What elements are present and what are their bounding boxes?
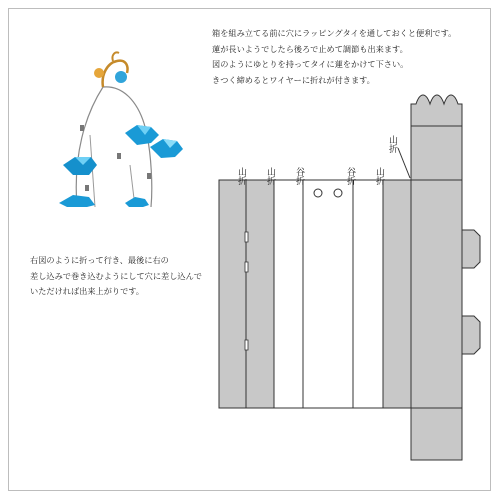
panel-5 bbox=[353, 180, 383, 408]
fold-label-text: 山折 bbox=[374, 167, 384, 185]
instruction-line: きつく締めるとワイヤーに折れが付きます。 bbox=[212, 74, 375, 85]
insert-tab-1 bbox=[462, 230, 480, 268]
fold-label-text: 山折 bbox=[265, 167, 275, 185]
panel-4 bbox=[303, 180, 353, 408]
panel-6 bbox=[383, 180, 411, 408]
panel-3 bbox=[274, 180, 303, 408]
fold-label-mountain-1 bbox=[236, 166, 247, 185]
panel-1 bbox=[219, 180, 246, 408]
fold-label-mountain-2 bbox=[265, 166, 276, 185]
fold-label-text: 谷折 bbox=[345, 167, 355, 185]
instruction-line: 差し込みで巻き込むようにして穴に差し込んで bbox=[30, 270, 202, 281]
fold-label-text: 山折 bbox=[387, 135, 397, 153]
instruction-line: 図のようにゆとりを持ってタイに蓮をかけて下さい。 bbox=[212, 59, 409, 69]
panel-2 bbox=[246, 180, 274, 408]
tie-hole bbox=[314, 189, 322, 197]
instruction-line: 箱を組み立てる前に穴にラッピングタイを通しておくと便利です。 bbox=[212, 28, 457, 38]
slot-mark bbox=[245, 340, 248, 350]
fold-label-valley-1 bbox=[294, 167, 305, 185]
fold-label-mountain-3 bbox=[374, 166, 385, 185]
instruction-line: いただければ出来上がりです。 bbox=[30, 286, 144, 296]
slot-mark bbox=[245, 232, 248, 242]
fold-label-valley-2 bbox=[345, 167, 356, 185]
panel-wavy-top bbox=[411, 95, 462, 460]
instruction-line: 蓮が長いようでしたら後ろで止めて調節も出来ます。 bbox=[212, 43, 408, 54]
instruction-line: 右図のように折って行き、最後に右の bbox=[30, 255, 169, 265]
slot-mark bbox=[245, 262, 248, 272]
fold-label-text: 谷折 bbox=[294, 167, 304, 185]
fold-label-mountain-4 bbox=[387, 134, 398, 153]
tie-hole bbox=[334, 189, 342, 197]
fold-label-text: 山折 bbox=[236, 167, 246, 185]
fold-pointer-line bbox=[398, 148, 410, 178]
insert-tab-2 bbox=[462, 316, 480, 354]
